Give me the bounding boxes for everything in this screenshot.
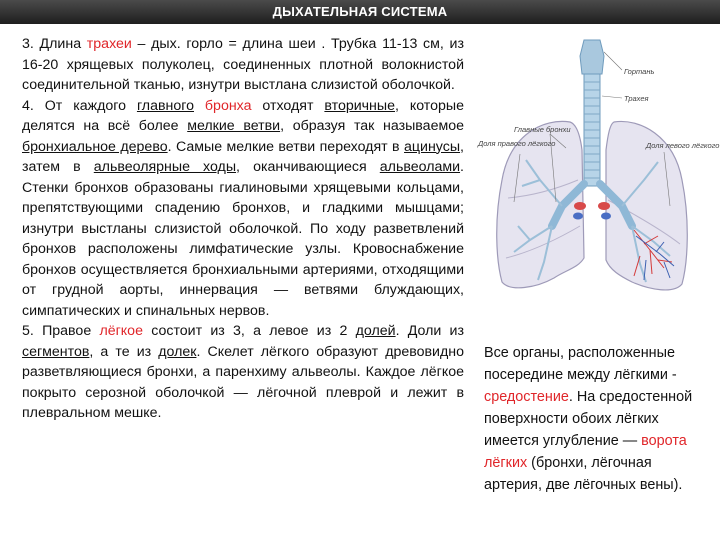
paragraph-lungs xyxy=(22,321,464,424)
text-fragment: (бронхи, лёгочная артерия, две лёгочных вены). xyxy=(484,455,683,493)
text-fragment: 5. Правое xyxy=(22,323,100,339)
text-fragment: , а те из xyxy=(89,343,159,360)
term-small-branches: мелкие ветви xyxy=(187,118,281,134)
text-fragment: отходят xyxy=(251,97,325,114)
text-fragment: , которые делятся на всё более xyxy=(22,97,464,134)
main-text xyxy=(22,34,464,424)
term-lobules: долек xyxy=(158,343,197,360)
text-fragment: состоит из 3, а левое из 2 xyxy=(142,323,356,339)
text-fragment: , затем в xyxy=(22,138,464,175)
term-hilum: ворота лёгких xyxy=(484,433,687,471)
term-lobes: долей xyxy=(355,323,396,339)
larynx-shape xyxy=(580,40,604,74)
text-fragment: . На средостенной поверхности обоих лёгких имеется углубление — xyxy=(484,389,693,449)
text-fragment: . Скелет лёгкого образуют древовидно разветвляющиеся бронхи, а паренхиму альвеолы. Каждое лёгкое покрыто серозной оболочкой — лёгочной плеврой и лежит в плевральном мешке. xyxy=(22,343,464,421)
text-fragment: 4. От каждого xyxy=(22,97,137,114)
text-fragment: – дых. горло = длина шеи . Трубка 11-13 см, из 16-20 хрящевых полуколец, соединенных плотной волокнистой соединительной тканью, изнутри выстлана слизистой оболочкой. xyxy=(22,36,464,93)
text-fragment: , оканчивающиеся xyxy=(236,159,380,175)
text-fragment xyxy=(194,98,205,114)
text-fragment: Все органы, расположенные посередине между лёгкими - xyxy=(484,345,677,383)
side-note xyxy=(484,342,710,496)
term-segments: сегментов xyxy=(22,343,90,360)
term-alveoli: альвеолами xyxy=(379,159,461,175)
lungs-illustration xyxy=(474,30,720,326)
label-trachea: Трахея xyxy=(624,94,649,103)
label-larynx: Гортань xyxy=(624,67,655,76)
term-bronchial-tree: бронхиальное дерево xyxy=(22,138,168,155)
lungs-diagram xyxy=(474,30,720,326)
term-mediastinum: средостение xyxy=(484,389,569,405)
label-right-lung-lobe: Доля правого лёгкого xyxy=(478,139,556,148)
page-header xyxy=(0,0,720,24)
term-bronchus: бронха xyxy=(204,97,252,114)
text-fragment: . Доли из xyxy=(395,323,464,339)
paragraph-trachea xyxy=(22,34,464,96)
term-main: главного xyxy=(136,97,194,114)
header-title: ДЫХАТЕЛЬНАЯ СИСТЕМА xyxy=(272,4,448,19)
text-fragment: . Самые мелкие ветви переходят в xyxy=(167,138,405,155)
paragraph-bronchi xyxy=(22,96,464,322)
label-main-bronchi: Главные бронхи xyxy=(514,125,571,134)
term-trachea: трахеи xyxy=(86,36,132,52)
term-alveolar-ducts: альвеолярные ходы xyxy=(93,159,237,175)
term-secondary: вторичные xyxy=(324,97,395,114)
label-left-lung-lobe: Доля левого лёгкого xyxy=(646,141,720,150)
text-fragment: 3. Длина xyxy=(22,36,87,52)
term-acini: ацинусы xyxy=(404,138,461,155)
term-lung: лёгкое xyxy=(99,323,143,339)
text-fragment: . Стенки бронхов образованы гиалиновыми хрящевыми кольцами, препятствующими спадению бронхов, и гладкими мышцами; изнутри выстланы слизистой оболочкой. По ходу разветвлений бронхов расположены лимфатические узлы. Кровоснабжение бронхов осуществляется бронхиальными артериями, отходящими от грудной аорты, иннервация — ветвями блуждающих, симпатических и спинальных нервов. xyxy=(22,159,464,319)
text-fragment: , образуя так называемое xyxy=(280,118,464,134)
